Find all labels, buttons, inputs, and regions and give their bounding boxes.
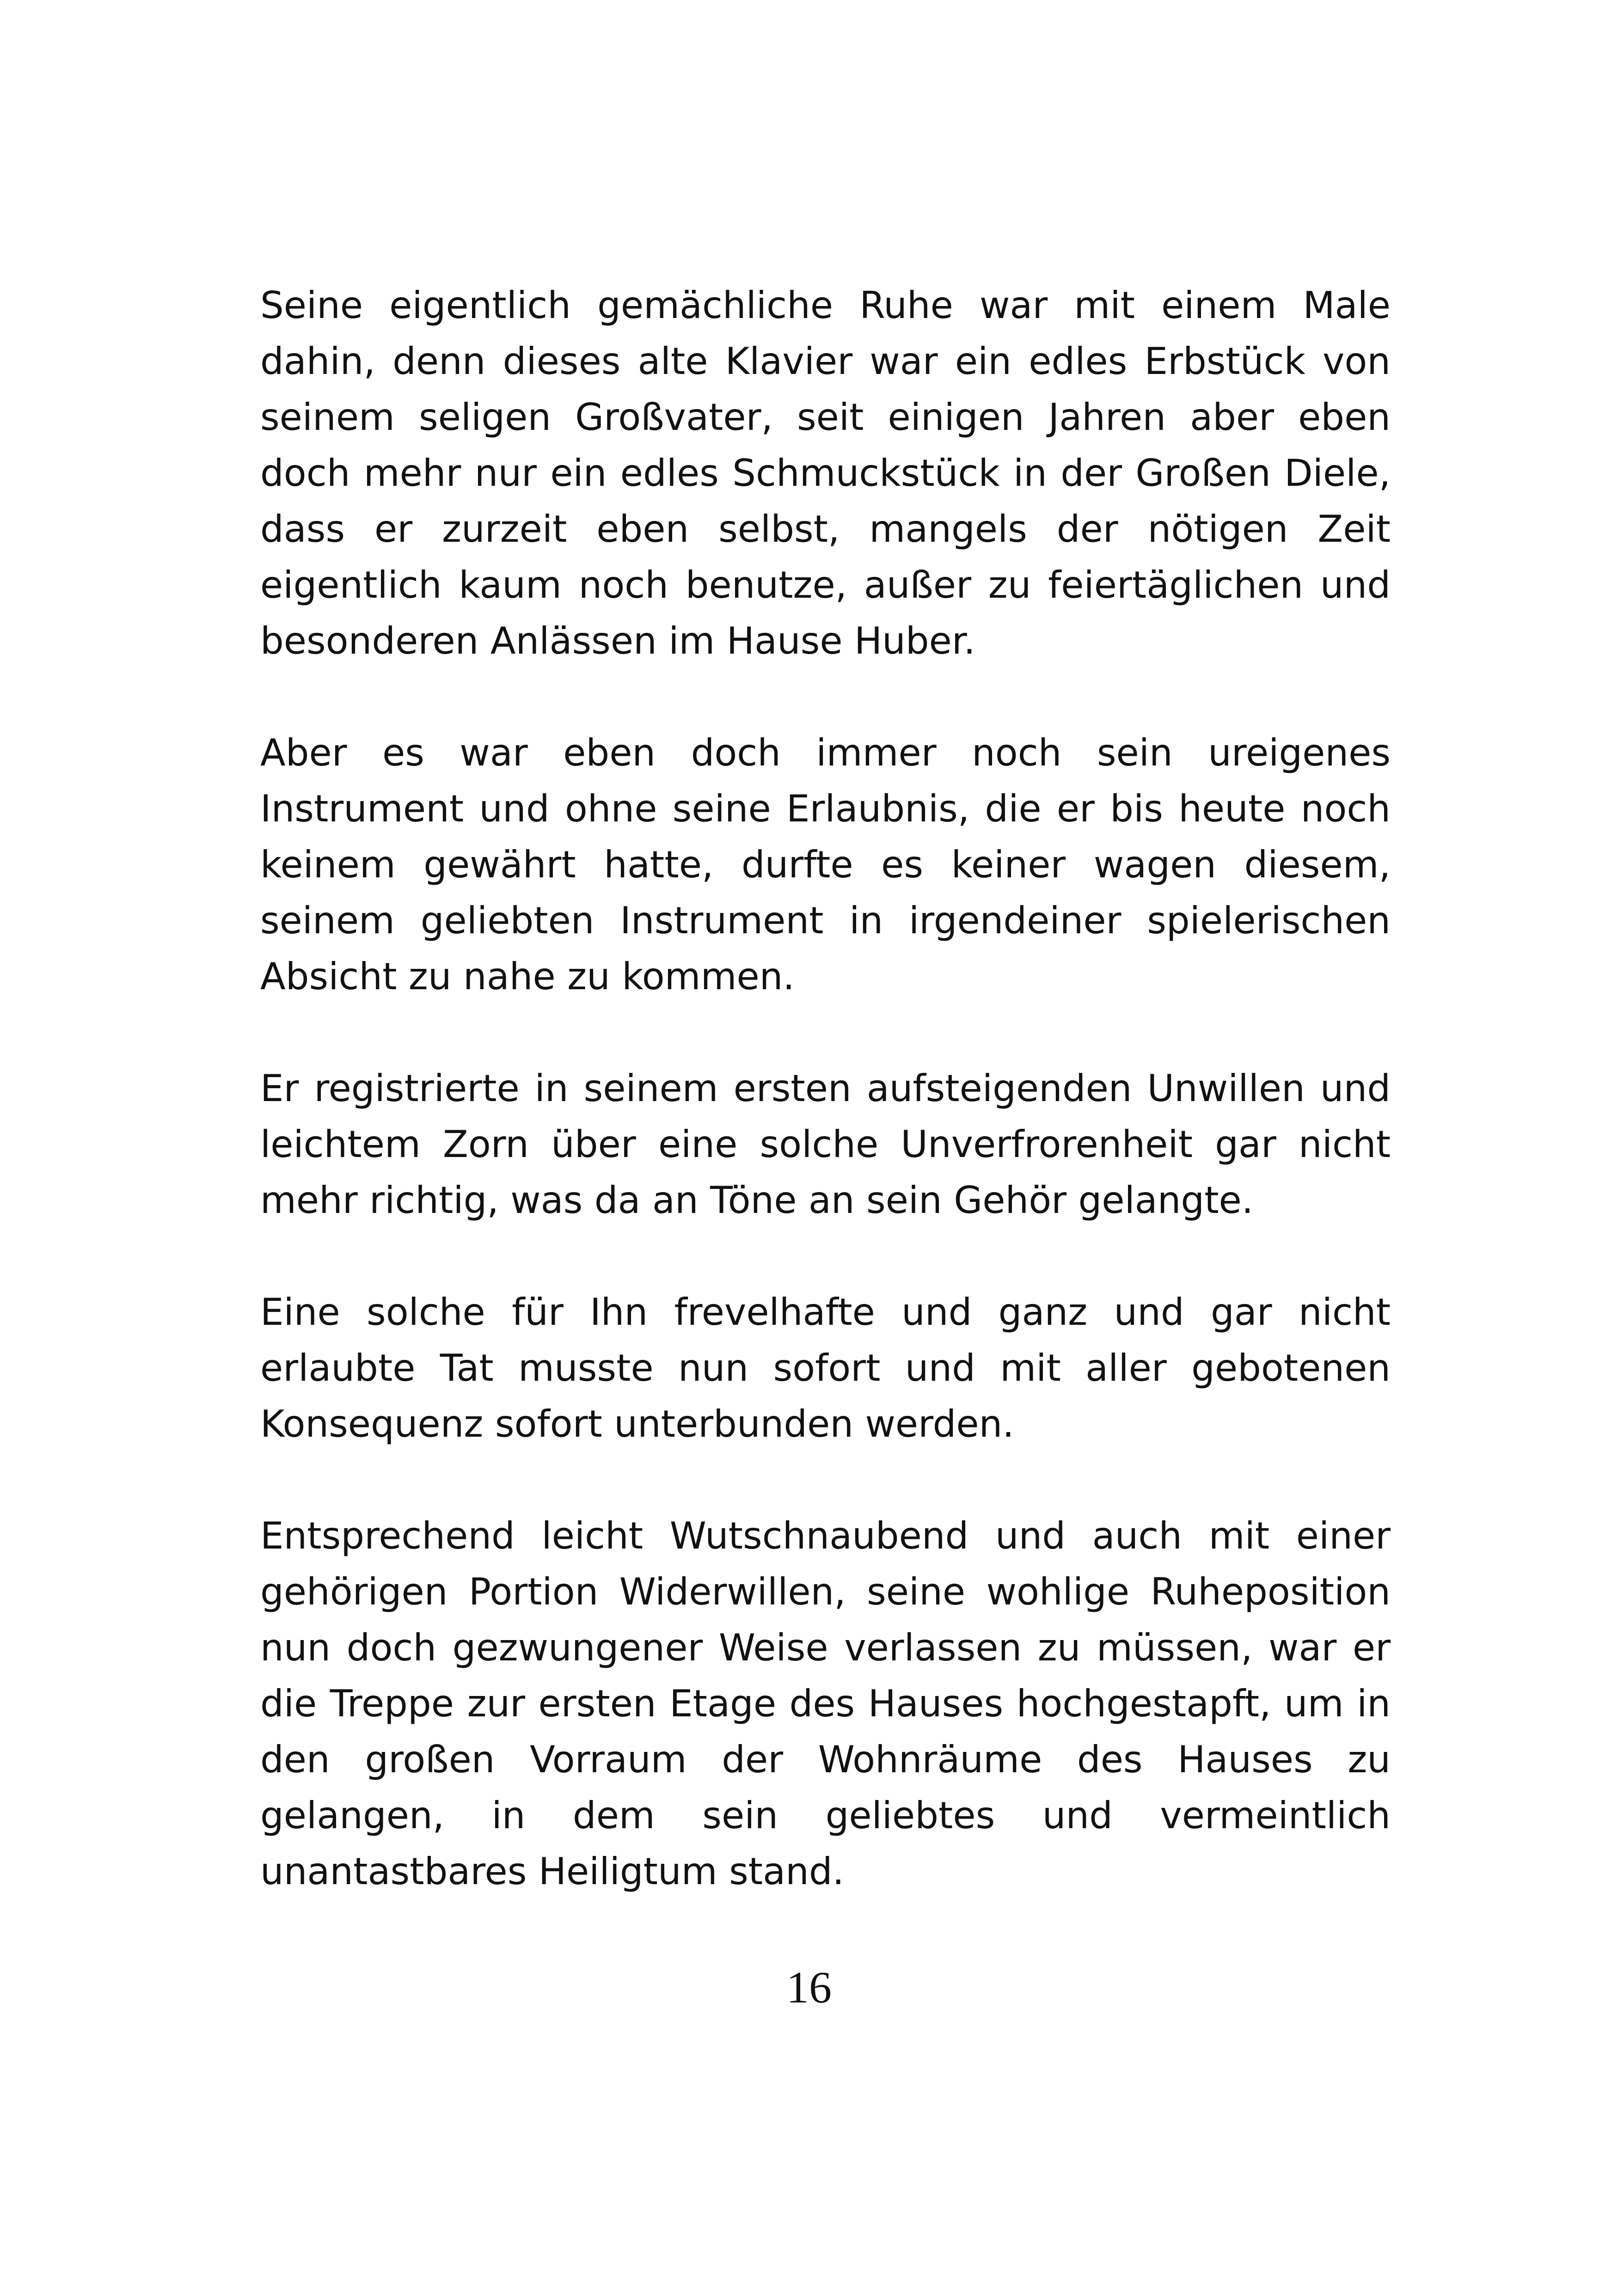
paragraph-1: Seine eigentlich gemächliche Ruhe war mit einem Male dahin, denn dieses alte Klavier war ein edles Erbstück von seinem seligen Großvater, seit einigen Jahren aber eben doch mehr nur ein edles Schmuckstück in der Großen Diele, dass er zurzeit eben selbst, mangels der nötigen Zeit eigentlich kaum noch benutze, außer zu feiertäglichen und besonderen Anlässen im Hause Huber. — [260, 284, 1391, 662]
page-number: 16 — [786, 1963, 832, 2013]
body-text — [260, 277, 1391, 1899]
paragraph-2: Aber es war eben doch immer noch sein ureigenes Instrument und ohne seine Erlaubnis, die er bis heute noch keinem gewährt hatte, durfte es keiner wagen diesem, seinem geliebten Instrument in irgendeiner spielerischen Absicht zu nahe zu kommen. — [260, 731, 1391, 998]
paragraph-4: Eine solche für Ihn frevelhafte und ganz und gar nicht erlaubte Tat musste nun sofort und mit aller gebotenen Konsequenz sofort unterbunden werden. — [260, 1291, 1391, 1445]
paragraph-3: Er registrierte in seinem ersten aufsteigenden Unwillen und leichtem Zorn über eine solche Unverfrorenheit gar nicht mehr richtig, was da an Töne an sein Gehör gelangte. — [260, 1067, 1391, 1222]
paragraph-5: Entsprechend leicht Wutschnaubend und auch mit einer gehörigen Portion Widerwillen, seine wohlige Ruheposition nun doch gezwungener Weise verlassen zu müssen, war er die Treppe zur ersten Etage des Hauses hochgestapft, um in den großen Vorraum der Wohnräume des Hauses zu gelangen, in dem sein geliebtes und vermeintlich unantastbares Heiligtum stand. — [260, 1514, 1391, 1893]
